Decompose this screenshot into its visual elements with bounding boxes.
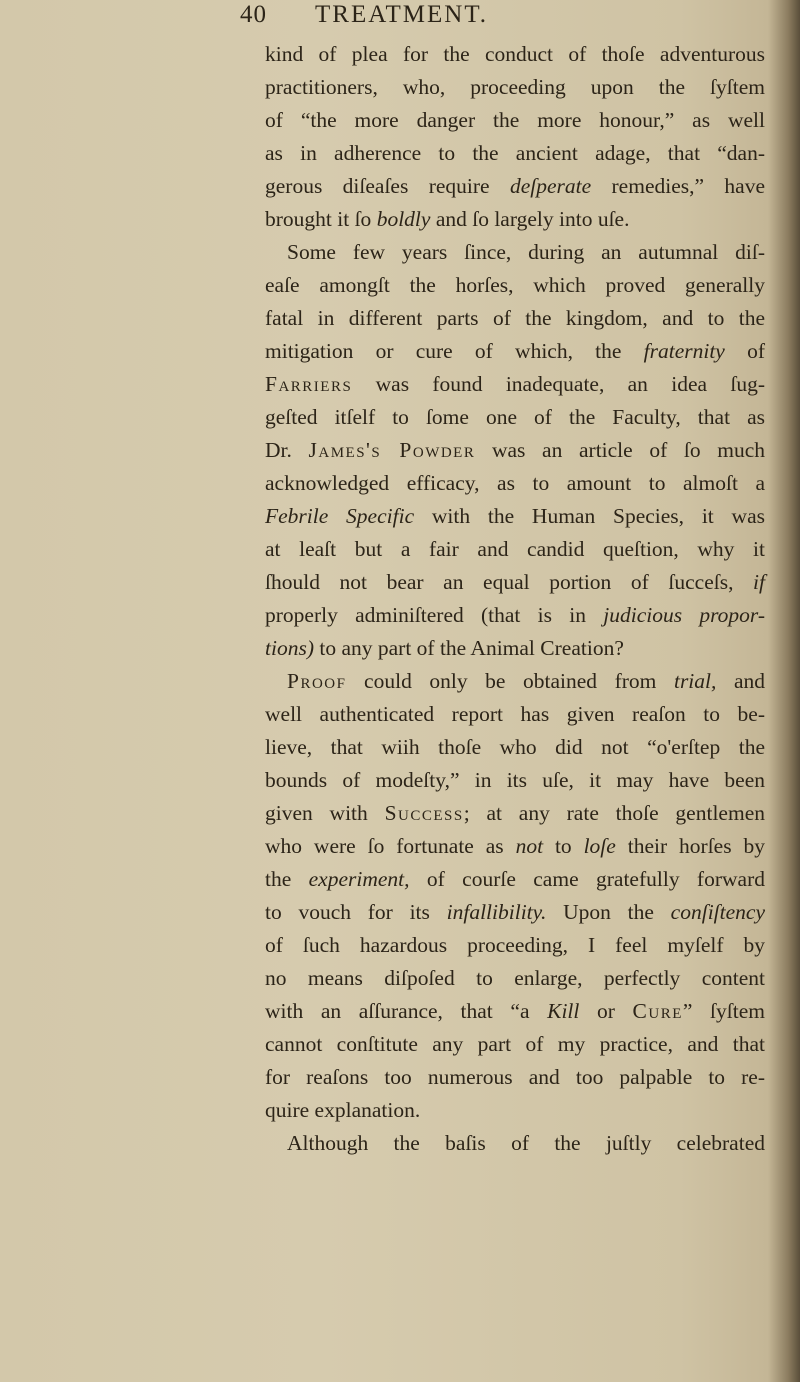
text-line <box>265 236 765 269</box>
text-segment: ; at any rate thoſe gentlemen <box>463 801 765 825</box>
text-segment: Upon the <box>546 900 671 924</box>
text-line <box>265 368 765 401</box>
italic-text: trial, <box>673 669 717 693</box>
text-line <box>265 104 765 137</box>
text-line <box>265 698 765 731</box>
small-caps-text: Farriers <box>265 372 353 396</box>
text-segment: ” ſyſtem <box>682 999 765 1023</box>
small-caps-text: Success <box>384 801 464 825</box>
text-segment: geſted itſelf to ſome one of the Faculty, that as <box>265 405 765 429</box>
text-line <box>265 170 765 203</box>
text-segment: and <box>716 669 765 693</box>
text-segment: ſhould not bear an equal portion of ſucceſs, <box>265 570 754 594</box>
text-line <box>265 38 765 71</box>
italic-text: experiment, <box>308 867 410 891</box>
text-line <box>265 962 765 995</box>
italic-text: conſiſtency <box>670 900 765 924</box>
text-segment: of <box>724 339 765 363</box>
text-segment: kind of plea for the conduct of thoſe adventurous <box>265 42 765 66</box>
text-line <box>265 863 765 896</box>
text-segment: with the Human Species, it was <box>414 504 765 528</box>
running-title: TREATMENT. <box>315 1 488 28</box>
text-line <box>265 71 765 104</box>
text-segment: properly adminiſtered (that is in <box>265 603 604 627</box>
text-line <box>265 1094 765 1127</box>
text-segment: given with <box>265 801 385 825</box>
text-segment: to any part of the Animal Creation? <box>313 636 624 660</box>
small-caps-text: Proof <box>287 669 347 693</box>
text-segment: fatal in different parts of the kingdom, and to the <box>265 306 765 330</box>
text-segment: lieve, that wiih thoſe who did not “o'erſtep the <box>265 735 765 759</box>
italic-text: deſperate <box>509 174 592 198</box>
italic-text: fraternity <box>643 339 725 363</box>
text-segment: brought it ſo <box>265 207 377 231</box>
italic-text: if <box>753 570 765 594</box>
text-segment: well authenticated report has given reaſon to be- <box>265 702 765 726</box>
text-line <box>265 1061 765 1094</box>
text-line <box>265 566 765 599</box>
text-line <box>265 995 765 1028</box>
text-line <box>265 533 765 566</box>
text-segment: acknowledged efficacy, as to amount to almoſt a <box>265 471 765 495</box>
text-line <box>265 830 765 863</box>
text-line <box>265 467 765 500</box>
text-segment: to vouch for its <box>265 900 447 924</box>
text-segment: could only be obtained from <box>346 669 674 693</box>
page-body-text <box>265 38 765 1160</box>
text-segment: cannot conſtitute any part of my practice, and that <box>265 1032 765 1056</box>
text-segment: and ſo largely into uſe. <box>430 207 630 231</box>
text-line <box>265 335 765 368</box>
text-line <box>265 434 765 467</box>
text-line <box>265 1028 765 1061</box>
italic-text: judicious propor- <box>603 603 766 627</box>
text-line <box>265 665 765 698</box>
text-segment: the <box>265 867 309 891</box>
page-number: 40 <box>240 1 267 28</box>
text-line <box>265 896 765 929</box>
small-caps-text: Cure <box>632 999 683 1023</box>
italic-text: loſe <box>583 834 616 858</box>
text-segment: at leaſt but a fair and candid queſtion, why it <box>265 537 765 561</box>
text-line <box>265 500 765 533</box>
text-line <box>265 203 765 236</box>
text-segment: to <box>543 834 584 858</box>
text-line <box>265 401 765 434</box>
text-segment: who were ſo fortunate as <box>265 834 516 858</box>
text-line <box>265 797 765 830</box>
text-line <box>265 764 765 797</box>
text-segment: eaſe amongſt the horſes, which proved generally <box>265 273 765 297</box>
italic-text: infallibility. <box>446 900 547 924</box>
text-line <box>265 269 765 302</box>
text-segment: was found inadequate, an idea ſug- <box>352 372 765 396</box>
small-caps-text: James's Powder <box>308 438 476 462</box>
italic-text: Febrile Specific <box>265 504 415 528</box>
text-segment: mitigation or cure of which, the <box>265 339 644 363</box>
text-segment: practitioners, who, proceeding upon the ſyſtem <box>265 75 765 99</box>
text-segment: Although the baſis of the juſtly celebrated <box>287 1131 765 1155</box>
text-segment: with an aſſurance, that “a <box>265 999 548 1023</box>
text-segment: Dr. <box>265 438 309 462</box>
text-line <box>265 137 765 170</box>
text-segment: for reaſons too numerous and too palpable to re- <box>265 1065 765 1089</box>
running-header <box>240 0 765 30</box>
text-segment: gerous diſeaſes require <box>265 174 510 198</box>
text-line <box>265 731 765 764</box>
text-segment: was an article of ſo much <box>475 438 765 462</box>
text-segment: as in adherence to the ancient adage, that “dan- <box>265 141 765 165</box>
text-segment: their horſes by <box>615 834 765 858</box>
text-line <box>265 929 765 962</box>
text-line <box>265 1127 765 1160</box>
text-segment: remedies,” have <box>591 174 765 198</box>
text-segment: of courſe came gratefully forward <box>409 867 765 891</box>
text-line <box>265 632 765 665</box>
text-segment: of “the more danger the more honour,” as well <box>265 108 765 132</box>
text-line <box>265 599 765 632</box>
text-segment: of ſuch hazardous proceeding, I feel myſelf by <box>265 933 765 957</box>
italic-text: Kill <box>547 999 580 1023</box>
italic-text: boldly <box>376 207 431 231</box>
text-segment: no means diſpoſed to enlarge, perfectly content <box>265 966 765 990</box>
text-line <box>265 302 765 335</box>
text-segment: quire explanation. <box>265 1098 421 1122</box>
text-segment: or <box>579 999 633 1023</box>
text-segment: bounds of modeſty,” in its uſe, it may have been <box>265 768 765 792</box>
italic-text: not <box>515 834 544 858</box>
italic-text: tions) <box>265 636 314 660</box>
text-segment: Some few years ſince, during an autumnal diſ- <box>287 240 765 264</box>
